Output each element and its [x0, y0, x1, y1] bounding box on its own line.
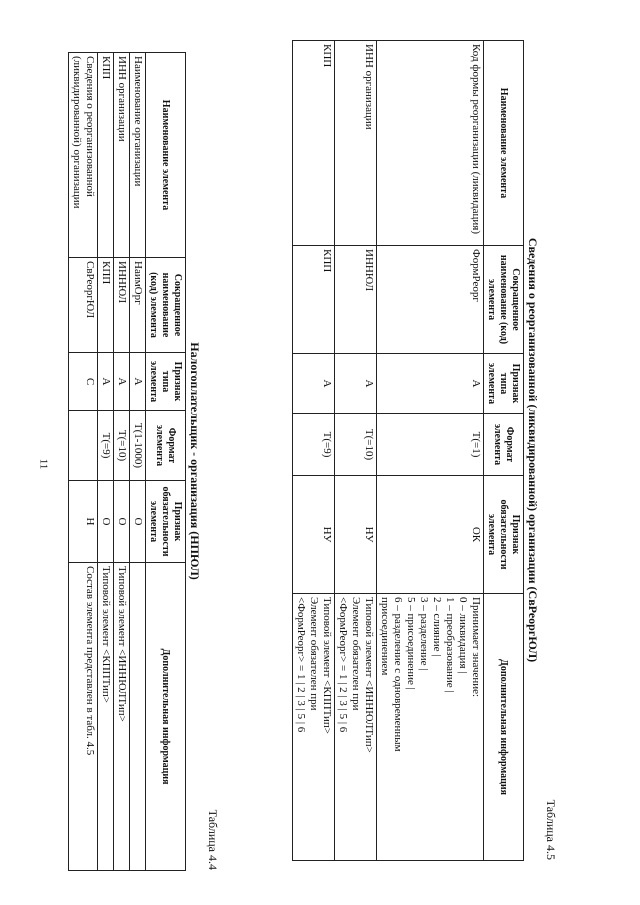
cell-required: НУ [293, 476, 335, 594]
table-4-4-caption: Таблица 4.4 [206, 809, 220, 870]
cell-info [335, 594, 377, 861]
table-row [69, 53, 98, 871]
table-row [98, 53, 114, 871]
cell-name: Код формы реорганизации (ликвидация) [377, 41, 484, 246]
cell-required: ОК [377, 476, 484, 594]
cell-format: T(=1) [377, 414, 484, 476]
cell-info: Типовой элемент <ИННЮЛТип> [114, 563, 130, 871]
header-short-name: Сокращенное наименование (код) элемента [484, 246, 524, 354]
cell-code: ИННЮЛ [114, 258, 130, 353]
table-4-4-title: Налогоплательщик - организация (НПЮЛ) [188, 342, 202, 580]
cell-info: Типовой элемент <КППТип> [98, 563, 114, 871]
header-type: Признак типа элемента [146, 353, 186, 411]
info-line: 6 – разделение с одновременным [392, 597, 404, 752]
cell-required: О [130, 481, 146, 563]
cell-name: КПП [98, 53, 114, 258]
cell-code: КПП [293, 246, 335, 354]
cell-type: А [377, 354, 484, 414]
info-line: 3 – разделение | [418, 597, 430, 671]
info-line: Типовой элемент <КППТип> [321, 597, 333, 735]
info-line: 0 – ликвидация | [457, 597, 469, 674]
info-line: присоединением [379, 597, 391, 676]
cell-name: ИНН организации [114, 53, 130, 258]
cell-required: О [98, 481, 114, 563]
info-line: 1 – преобразование | [444, 597, 456, 693]
cell-info [293, 594, 335, 861]
header-required: Признак обязательности элемента [484, 476, 524, 594]
header-format: Формат элемента [484, 414, 524, 476]
table-4-4 [68, 52, 186, 871]
cell-code: СвРеоргЮЛ [69, 258, 98, 353]
header-type: Признак типа элемента [484, 354, 524, 414]
header-info: Дополнительная информация [146, 563, 186, 871]
page-number: 11 [37, 458, 50, 470]
table-4-5-block [292, 40, 560, 860]
cell-info [377, 594, 484, 861]
cell-info: Состав элемента представлен в табл. 4.5 [69, 563, 98, 871]
table-row [377, 41, 484, 861]
cell-type: А [114, 353, 130, 411]
cell-format: T(1-1000) [130, 411, 146, 481]
table-4-5-caption: Таблица 4.5 [544, 799, 558, 860]
cell-required: Н [69, 481, 98, 563]
info-line: Принимает значение: [470, 597, 482, 698]
info-line: <ФормРеорг> = 1 | 2 | 3 | 5 | 6 [295, 597, 307, 733]
header-required: Признак обязательности элемента [146, 481, 186, 563]
cell-type: С [69, 353, 98, 411]
cell-format [69, 411, 98, 481]
cell-name: КПП [293, 41, 335, 246]
cell-required: НУ [335, 476, 377, 594]
cell-name: Наименование организации [130, 53, 146, 258]
header-element-name: Наименование элемента [146, 53, 186, 258]
table-row [293, 41, 335, 861]
table-row [114, 53, 130, 871]
cell-format: T(=10) [114, 411, 130, 481]
cell-code: НаимОрг [130, 258, 146, 353]
cell-type: А [293, 354, 335, 414]
header-element-name: Наименование элемента [484, 41, 524, 246]
table-header-row [484, 41, 524, 861]
cell-code: ИННЮЛ [335, 246, 377, 354]
cell-format: T(=10) [335, 414, 377, 476]
table-row [335, 41, 377, 861]
info-line: Элемент обязателен при [308, 597, 320, 711]
header-format: Формат элемента [146, 411, 186, 481]
info-line: Элемент обязателен при [350, 597, 362, 711]
cell-info [130, 563, 146, 871]
info-line: 5 – присоединение | [405, 597, 417, 690]
info-line: <ФормРеорг> = 1 | 2 | 3 | 5 | 6 [337, 597, 349, 733]
cell-code: ФормРеорг [377, 246, 484, 354]
cell-format: T(=9) [98, 411, 114, 481]
cell-required: О [114, 481, 130, 563]
cell-type: А [130, 353, 146, 411]
cell-name: Сведения о реорганизованной (ликвидированной) организации [69, 53, 98, 258]
table-4-4-block [68, 52, 222, 870]
cell-name: ИНН организации [335, 41, 377, 246]
table-header-row [146, 53, 186, 871]
cell-format: T(=9) [293, 414, 335, 476]
info-line: 2 – слияние | [431, 597, 443, 657]
table-row [130, 53, 146, 871]
header-short-name: Сокращенное наименование (код) элемента [146, 258, 186, 353]
cell-type: А [335, 354, 377, 414]
info-line: Типовой элемент <ИННЮЛТип> [363, 597, 375, 753]
cell-code: КПП [98, 258, 114, 353]
header-info: Дополнительная информация [484, 594, 524, 861]
table-4-5 [292, 40, 524, 861]
table-4-5-title: Сведения о реорганизованной (ликвидированной) организации (СвРеоргЮЛ) [526, 237, 540, 663]
cell-type: А [98, 353, 114, 411]
